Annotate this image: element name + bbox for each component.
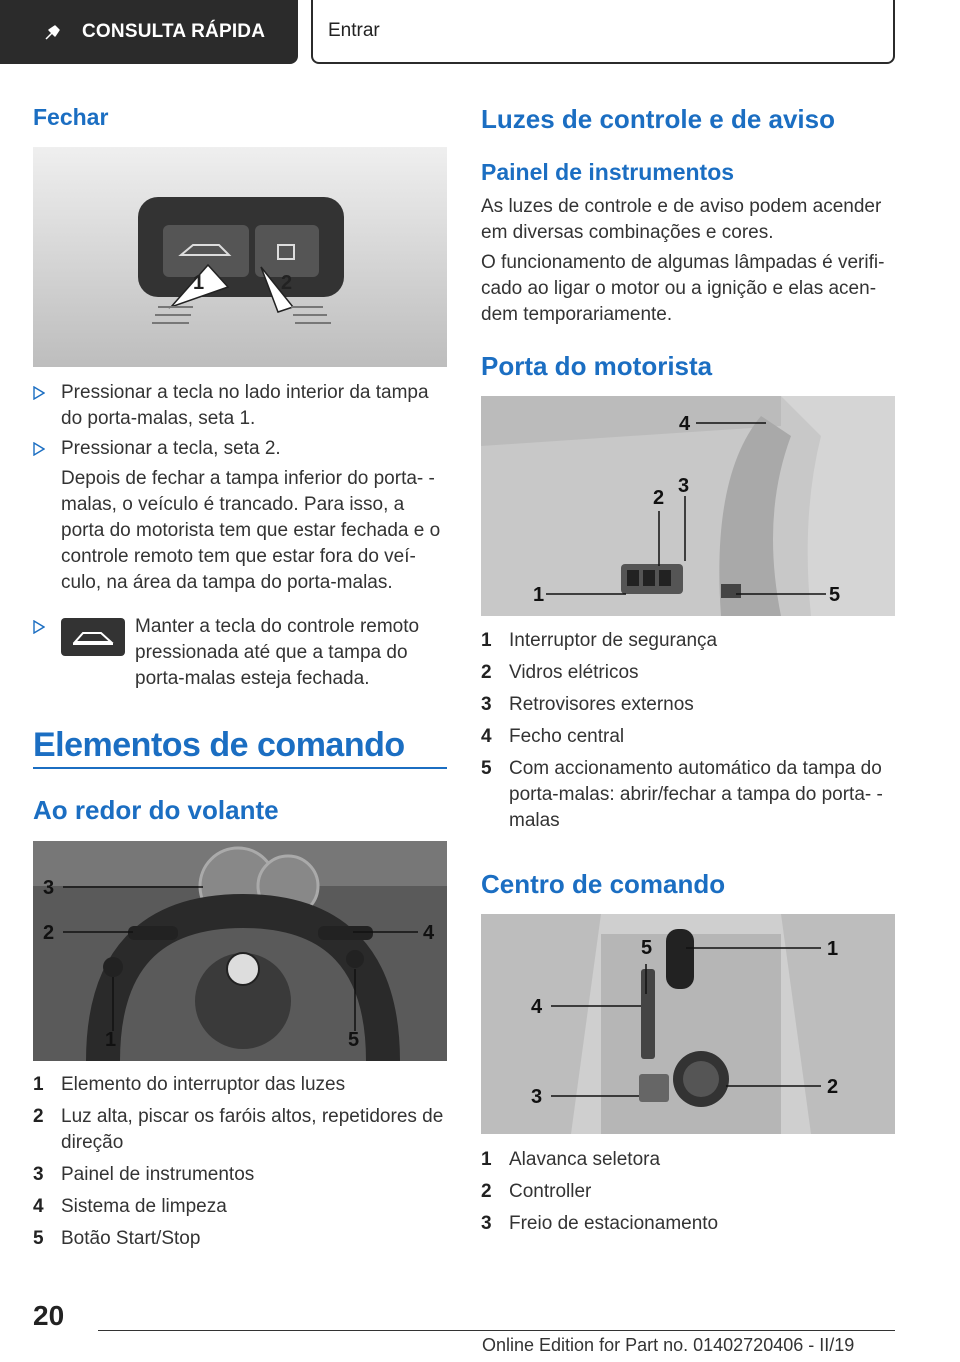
fig-label: 4 xyxy=(423,922,435,944)
list-item xyxy=(33,436,447,462)
fig-label: 1 xyxy=(533,584,545,606)
fig-label: 4 xyxy=(679,413,691,435)
fig-label: 3 xyxy=(531,1086,543,1108)
fig-label: 2 xyxy=(827,1076,839,1098)
fechar-heading: Fechar xyxy=(33,104,109,130)
edition-note: Online Edition for Part no. 01402720406 - II/19 xyxy=(482,1335,855,1355)
porta-heading: Porta do motorista xyxy=(481,351,713,381)
legend-item: 4 Sistema de limpeza xyxy=(33,1196,227,1217)
bullet-text: Manter a tecla do controle remoto pressionada até que a tampa do porta-malas esteja fechada. xyxy=(135,616,420,689)
figure-steering-wheel xyxy=(33,841,447,1061)
luzes-heading: Luzes de controle e de aviso xyxy=(481,104,835,134)
legend-item: 3 Retrovisores externos xyxy=(481,694,694,715)
legend-item: 5 Botão Start/Stop xyxy=(33,1228,201,1249)
legend-item: 3 Freio de estacionamento xyxy=(481,1213,719,1234)
figure-tailgate-buttons xyxy=(33,147,447,367)
page-header xyxy=(0,0,960,66)
triangle-bullet-icon xyxy=(33,620,45,634)
chapter-rule xyxy=(33,767,447,769)
figure-driver-door xyxy=(481,396,895,616)
page-number: 20 xyxy=(33,1300,65,1331)
pin-icon xyxy=(42,21,64,43)
fig-label: 2 xyxy=(281,272,293,294)
bullet-text: Pressionar a tecla no lado interior da tampa do porta-malas, seta 1. xyxy=(61,382,429,429)
fig-label: 1 xyxy=(105,1029,117,1051)
figure-control-center xyxy=(481,914,895,1134)
fig-label: 3 xyxy=(678,475,690,497)
list-item-continuation xyxy=(33,466,447,596)
tab-section-label: Entrar xyxy=(328,20,380,41)
tab-quick-reference[interactable] xyxy=(0,0,298,64)
list-item xyxy=(33,380,447,432)
tab-section[interactable] xyxy=(311,0,895,64)
legend-item: 1 Elemento do interruptor das luzes xyxy=(33,1074,346,1095)
painel-heading: Painel de instrumentos xyxy=(481,159,735,185)
chapter-heading: Elementos de comando xyxy=(33,726,405,764)
painel-paragraph-2: O funcionamento de algumas lâmpadas é verifi- cado ao ligar o motor ou a ignição e elas acen- dem temporariamente. xyxy=(481,252,885,325)
painel-paragraph-1: As luzes de controle e de aviso podem acender em diversas combinações e cores. xyxy=(481,196,882,243)
legend-item: 3 Painel de instrumentos xyxy=(33,1164,255,1185)
fig-label: 5 xyxy=(348,1029,360,1051)
fig-label: 4 xyxy=(531,996,543,1018)
centro-heading: Centro de comando xyxy=(481,869,726,899)
fig-label: 1 xyxy=(827,938,839,960)
bullet-text: Depois de fechar a tampa inferior do porta- -malas, o veículo é trancado. Para isso, a porta do motorista tem que estar fechada e o controle remoto tem que estar fora do veí- culo, na área da tampa do porta-malas. xyxy=(61,468,441,593)
legend-item: 1 Interruptor de segurança xyxy=(481,630,718,651)
fig-label: 2 xyxy=(653,487,665,509)
fig-label: 2 xyxy=(43,922,55,944)
triangle-bullet-icon xyxy=(33,442,45,456)
remote-tailgate-key-icon xyxy=(61,618,125,656)
centro-legend xyxy=(481,1147,895,1243)
legend-item: 4 Fecho central xyxy=(481,726,625,747)
footer-divider xyxy=(98,1330,895,1331)
legend-item: 5 Com accionamento automático da tampa do porta-malas: abrir/fechar a tampa do porta- -malas xyxy=(481,758,883,831)
legend-item: 2 Controller xyxy=(481,1181,592,1202)
fig-label: 1 xyxy=(193,272,205,294)
fig-label: 5 xyxy=(829,584,841,606)
fig-label: 3 xyxy=(43,877,55,899)
volante-legend xyxy=(33,1072,447,1258)
legend-item: 2 Luz alta, piscar os faróis altos, repetidores de direção xyxy=(33,1106,444,1153)
porta-legend xyxy=(481,628,895,840)
legend-item: 1 Alavanca seletora xyxy=(481,1149,661,1170)
bullet-text: Pressionar a tecla, seta 2. xyxy=(61,438,281,459)
tab-quick-label: CONSULTA RÁPIDA xyxy=(82,21,266,42)
fig-label: 5 xyxy=(641,937,653,959)
volante-heading: Ao redor do volante xyxy=(33,795,279,825)
legend-item: 2 Vidros elétricos xyxy=(481,662,639,683)
triangle-bullet-icon xyxy=(33,386,45,400)
list-item xyxy=(33,614,447,692)
